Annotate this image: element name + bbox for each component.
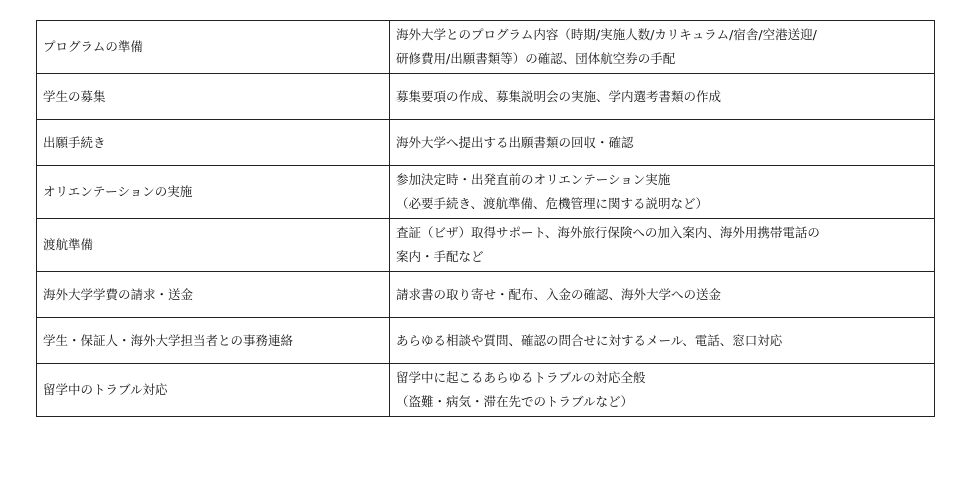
task-cell xyxy=(37,318,390,364)
task-cell xyxy=(37,272,390,318)
detail-line: 募集要項の作成、募集説明会の実施、学内選考書類の作成 xyxy=(396,88,722,104)
task-cell xyxy=(37,120,390,166)
task-table xyxy=(36,20,935,417)
table-row xyxy=(37,74,935,120)
detail-line: あらゆる相談や質問、確認の問合せに対するメール、電話、窓口対応 xyxy=(396,332,783,348)
table-row xyxy=(37,318,935,364)
table-row xyxy=(37,219,935,272)
detail-cell xyxy=(390,272,935,318)
task-cell xyxy=(37,74,390,120)
task-label: 留学中のトラブル対応 xyxy=(43,382,168,397)
detail-cell xyxy=(390,364,935,417)
detail-line: 参加決定時・出発直前のオリエンテーション実施 xyxy=(396,172,671,187)
task-label: 学生の募集 xyxy=(43,88,106,104)
detail-line: 海外大学へ提出する出願書類の回収・確認 xyxy=(396,134,634,150)
detail-cell xyxy=(390,219,935,272)
task-cell xyxy=(37,364,390,417)
task-label: 海外大学学費の請求・送金 xyxy=(43,286,194,302)
detail-line: （盗難・病気・滞在先でのトラブルなど） xyxy=(396,394,634,409)
task-label: オリエンテーションの実施 xyxy=(43,184,193,199)
detail-line: 案内・手配など xyxy=(396,249,484,264)
task-label: 渡航準備 xyxy=(43,237,94,252)
detail-line: 海外大学とのプログラム内容（時期/実施人数/カリキュラム/宿舎/空港送迎/ xyxy=(396,27,817,42)
detail-line: 研修費用/出願書類等）の確認、団体航空券の手配 xyxy=(396,51,676,66)
detail-cell xyxy=(390,318,935,364)
table-row xyxy=(37,364,935,417)
detail-cell xyxy=(390,74,935,120)
task-cell xyxy=(37,166,390,219)
task-label: プログラムの準備 xyxy=(43,39,143,54)
table-row xyxy=(37,120,935,166)
table-row xyxy=(37,272,935,318)
task-cell xyxy=(37,21,390,74)
task-label: 学生・保証人・海外大学担当者との事務連絡 xyxy=(43,332,294,348)
table-row xyxy=(37,166,935,219)
detail-cell xyxy=(390,166,935,219)
detail-line: 請求書の取り寄せ・配布、入金の確認、海外大学への送金 xyxy=(396,286,722,302)
detail-line: 留学中に起こるあらゆるトラブルの対応全般 xyxy=(396,370,646,385)
detail-line: 査証（ビザ）取得サポート、海外旅行保険への加入案内、海外用携帯電話の xyxy=(396,225,820,240)
detail-cell xyxy=(390,21,935,74)
table-row xyxy=(37,21,935,74)
detail-cell xyxy=(390,120,935,166)
detail-line: （必要手続き、渡航準備、危機管理に関する説明など） xyxy=(396,196,709,211)
task-label: 出願手続き xyxy=(43,134,106,150)
task-cell xyxy=(37,219,390,272)
